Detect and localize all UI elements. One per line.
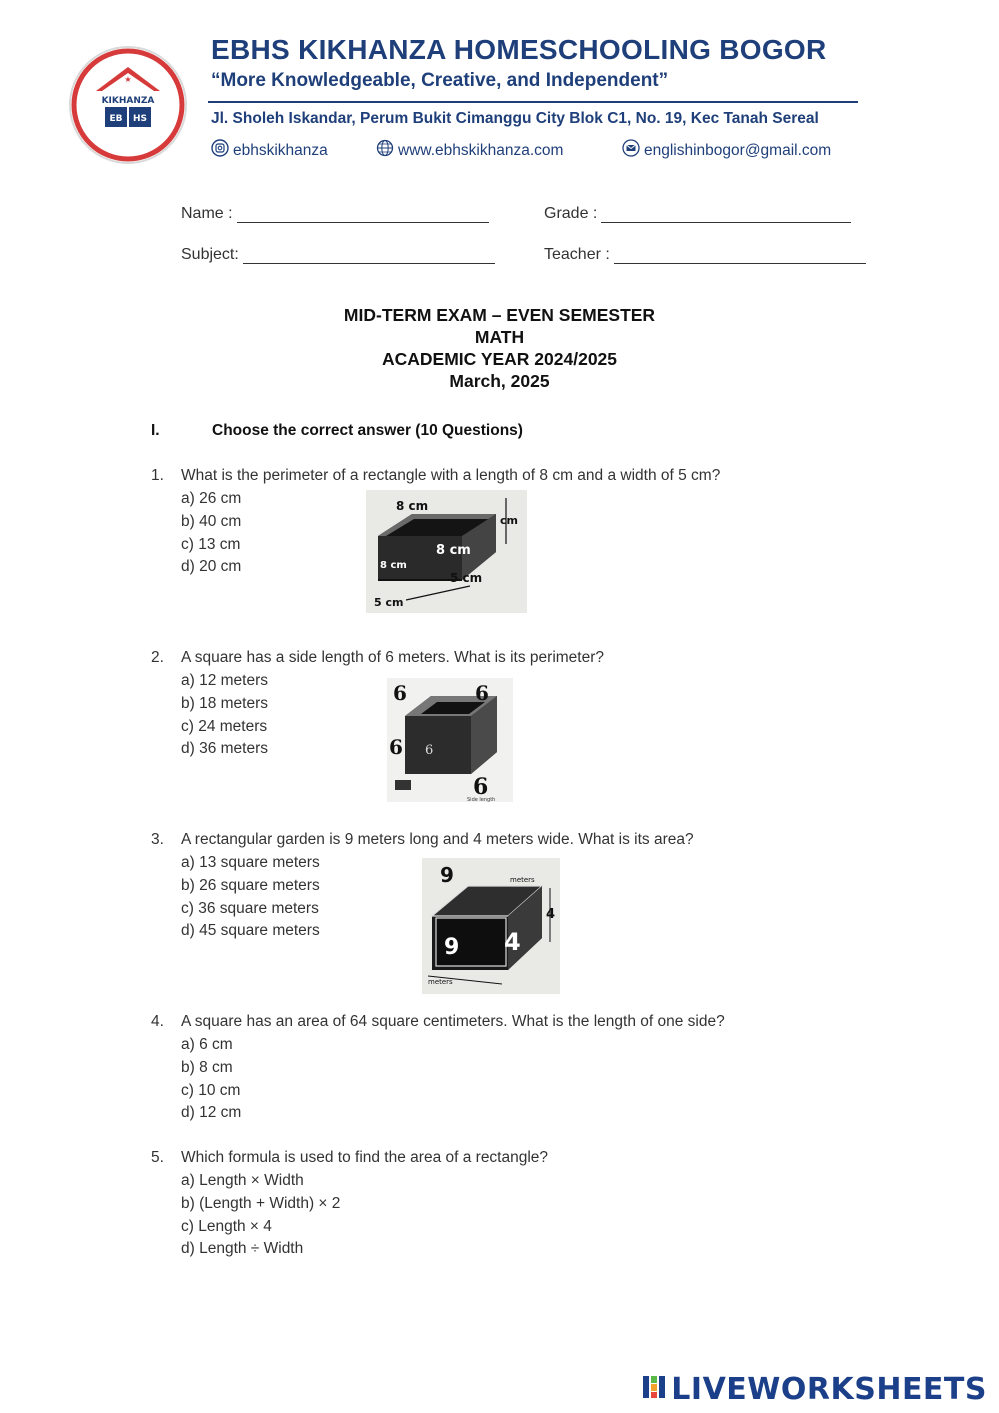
option[interactable]: d) 12 cm [181,1104,242,1122]
svg-text:★: ★ [124,75,132,84]
title-line-2: MATH [474,327,525,347]
question-3-options [181,852,320,943]
question-4-options [181,1034,241,1125]
option[interactable]: a) 13 square meters [181,854,320,871]
question-2-square-illustration [387,678,513,802]
option[interactable]: c) 10 cm [181,1081,241,1099]
q1-label-bottom: 5 cm [374,596,404,609]
instagram-handle: ebhskikhanza [233,141,328,159]
q2-side-caption: Side length [467,797,496,802]
option[interactable]: b) 18 meters [181,694,269,712]
q1-label-side: 8 cm [380,560,407,571]
q3-label-length-front: 9 [444,935,460,960]
option[interactable]: b) (Length + Width) × 2 [181,1194,341,1212]
name-label: Name : [181,205,233,222]
option[interactable]: a) 6 cm [181,1036,233,1053]
email-address: englishinbogor@gmail.com [644,141,832,159]
liveworksheets-brand[interactable] [642,1372,987,1407]
subject-field[interactable] [181,246,495,264]
q2-label-top-right: 6 [475,681,489,705]
option[interactable]: a) 26 cm [181,490,242,507]
teacher-line[interactable] [614,247,866,264]
logo-badge-right: HS [132,114,148,124]
q3-label-width-side: 4 [546,907,556,922]
question-2-text: A square has a side length of 6 meters. What is its perimeter? [181,649,605,666]
option[interactable]: d) 45 square meters [181,922,320,940]
q2-label-left: 6 [389,735,403,759]
q1-label-width: 5 cm [450,571,483,585]
teacher-field[interactable] [544,246,866,264]
question-4-text: A square has an area of 64 square centimeters. What is the length of one side? [181,1013,725,1030]
q2-label-bottom: 6 [473,774,489,800]
q2-label-top-left: 6 [393,681,407,705]
teacher-label: Teacher : [544,246,610,263]
option[interactable]: b) 26 square meters [181,876,320,894]
school-motto: “More Knowledgeable, Creative, and Independent” [211,70,669,91]
q1-label-height: cm [500,514,518,527]
option[interactable]: b) 8 cm [181,1058,233,1076]
option[interactable]: c) 13 cm [181,535,241,553]
option[interactable]: c) Length × 4 [181,1217,272,1235]
q3-label-unit-bottom: meters [428,978,453,986]
section-heading: Choose the correct answer (10 Questions) [212,422,523,439]
option[interactable]: a) 12 meters [181,672,269,689]
school-address: Jl. Sholeh Iskandar, Perum Bukit Cimanggu City Blok C1, No. 19, Kec Tanah Sereal [211,110,819,127]
option[interactable]: d) 36 meters [181,740,269,758]
q2-label-front: 6 [425,743,434,758]
option[interactable]: a) Length × Width [181,1172,304,1189]
email-contact [622,139,831,162]
option[interactable]: d) Length ÷ Width [181,1240,304,1258]
liveworksheets-logo-icon [642,1374,668,1405]
option[interactable]: c) 24 meters [181,717,268,735]
q3-label-width-front: 4 [504,928,521,956]
question-5-number: 5. [151,1149,164,1166]
section-number: I. [151,422,160,439]
question-5-text: Which formula is used to find the area of a rectangle? [181,1149,549,1166]
logo-text: KIKHANZA [101,96,155,106]
grade-label: Grade : [544,205,598,222]
q1-label-front: 8 cm [436,543,471,558]
question-1-number: 1. [151,467,164,484]
q3-label-unit-top: meters [510,876,535,884]
question-5-options [181,1170,340,1261]
option[interactable]: d) 20 cm [181,558,242,576]
header-divider [208,101,858,103]
email-icon [622,139,640,162]
website-contact [376,139,563,162]
title-line-3: ACADEMIC YEAR 2024/2025 [381,349,618,369]
school-name: EBHS KIKHANZA HOMESCHOOLING BOGOR [211,34,827,65]
option[interactable]: b) 40 cm [181,512,242,530]
option[interactable]: c) 36 square meters [181,899,319,917]
question-1-box-illustration [366,490,527,613]
school-logo [68,45,188,165]
name-field[interactable] [181,205,489,223]
title-line-4: March, 2025 [449,371,550,391]
q3-label-length-top: 9 [440,863,454,887]
liveworksheets-wordmark: LIVEWORKSHEETS [671,1372,987,1407]
globe-icon [376,139,394,162]
instagram-contact [211,139,328,162]
question-1-text: What is the perimeter of a rectangle with a length of 8 cm and a width of 5 cm? [181,467,721,484]
question-3-number: 3. [151,831,164,848]
q1-label-top: 8 cm [396,499,429,513]
question-2-options [181,670,268,761]
name-line[interactable] [237,206,489,223]
grade-field[interactable] [544,205,851,223]
exam-title [0,304,999,392]
website-url: www.ebhskikhanza.com [398,141,564,159]
instagram-icon [211,139,229,162]
subject-label: Subject: [181,246,239,263]
subject-line[interactable] [243,247,495,264]
grade-line[interactable] [601,206,851,223]
question-3-text: A rectangular garden is 9 meters long and 4 meters wide. What is its area? [181,831,694,848]
question-1-options [181,488,241,579]
title-line-1: MID-TERM EXAM – EVEN SEMESTER [343,305,656,325]
question-3-garden-illustration [422,858,560,994]
logo-badge-left: EB [109,114,123,124]
question-4-number: 4. [151,1013,164,1030]
question-2-number: 2. [151,649,164,666]
